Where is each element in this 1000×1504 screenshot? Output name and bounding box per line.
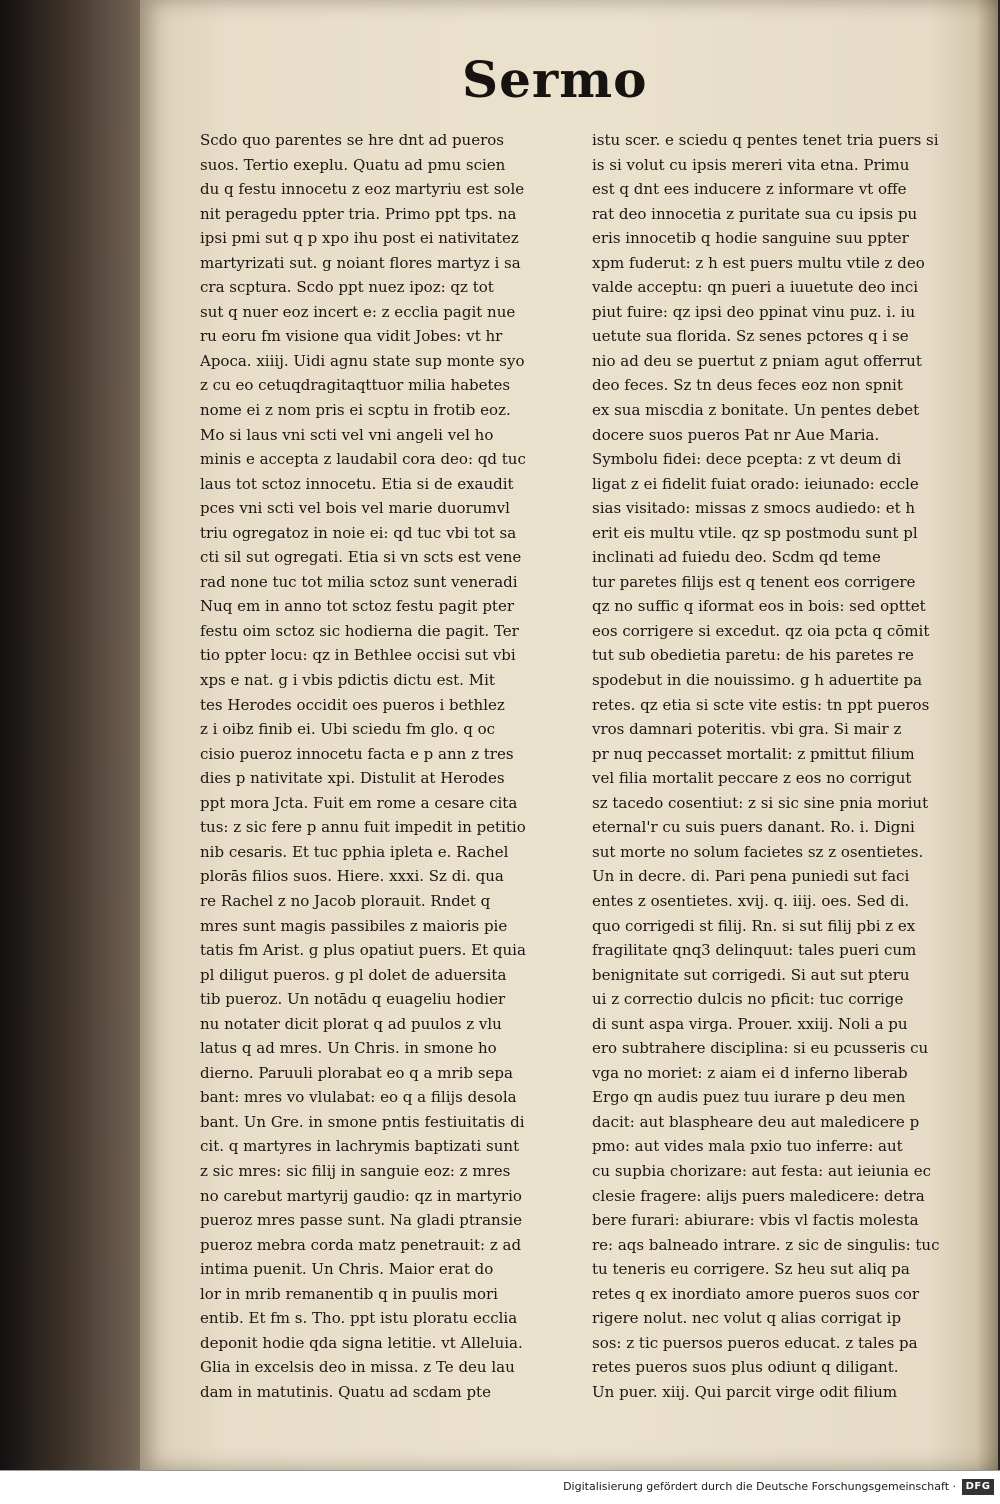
text-line: clesie fragere: alijs puers maledicere: detra [592, 1186, 925, 1205]
text-line: minis e accepta z laudabil cora deo: qd tuc [200, 450, 526, 469]
text-line: Apoca. xiiij. Uidi agnu state sup monte syo [200, 351, 525, 370]
left-text-column [200, 128, 575, 1404]
text-line: pr nuq peccasset mortalit: z pmittut filium [592, 744, 915, 763]
text-line: docere suos pueros Pat nr Aue Maria. [592, 425, 880, 444]
text-line: ppt mora Jcta. Fuit em rome a cesare cita [200, 793, 518, 812]
text-line: bant. Un Gre. in smone pntis festiuitatis di [200, 1112, 525, 1131]
text-line: cra scptura. Scdo ppt nuez ipoz: qz tot [200, 278, 494, 297]
text-line: bere furari: abiurare: vbis vl factis molesta [592, 1211, 919, 1230]
text-line: Glia in excelsis deo in missa. z Te deu lau [200, 1358, 515, 1377]
text-line: dam in matutinis. Quatu ad scdam pte [200, 1382, 491, 1401]
text-line: inclinati ad fuiedu deo. Scdm qd teme [592, 548, 881, 567]
text-line: pl diligut pueros. g pl dolet de aduersita [200, 965, 507, 984]
text-line: nit peragedu ppter tria. Primo ppt tps. na [200, 204, 517, 223]
text-line: sos: z tic puersos pueros educat. z tales pa [592, 1333, 918, 1352]
text-line: ipsi pmi sut q p xpo ihu post ei nativitatez [200, 229, 519, 248]
text-line: uetute sua florida. Sz senes pctores q i se [592, 327, 909, 346]
text-line: sias visitado: missas z smocs audiedo: et h [592, 499, 916, 518]
dfg-logo-icon: DFG [962, 1479, 994, 1495]
text-line: piut fuire: qz ipsi deo ppinat vinu puz. i. iu [592, 302, 916, 321]
text-line: retes. qz etia si scte vite estis: tn ppt pueros [592, 695, 930, 714]
text-line: qz no suffic q iformat eos in bois: sed opttet [592, 597, 926, 616]
text-line: is si volut cu ipsis mereri vita etna. Primu [592, 155, 910, 174]
text-line: mres sunt magis passibiles z maioris pie [200, 916, 508, 935]
text-line: Mo si laus vni scti vel vni angeli vel ho [200, 425, 494, 444]
page-edge-shadow [976, 0, 998, 1470]
text-line: no carebut martyrij gaudio: qz in martyrio [200, 1186, 522, 1205]
text-line: rad none tuc tot milia sctoz sunt veneradi [200, 572, 518, 591]
text-line: vga no moriet: z aiam ei d inferno liberab [592, 1063, 908, 1082]
text-line: nib cesaris. Et tuc pphia ipleta e. Rachel [200, 842, 509, 861]
text-line: Un puer. xiij. Qui parcit virge odit filium [592, 1382, 898, 1401]
text-line: deponit hodie qda signa letitie. vt Alleluia. [200, 1333, 523, 1352]
text-line: istu scer. e sciedu q pentes tenet tria puers si [592, 131, 939, 149]
text-line: Scdo quo parentes se hre dnt ad pueros [200, 131, 504, 149]
right-text-column [592, 128, 964, 1404]
footer-bar [0, 1470, 1000, 1504]
text-line: du q festu innocetu z eoz martyriu est sole [200, 180, 525, 199]
text-line: Ergo qn audis puez tuu iurare p deu men [592, 1088, 906, 1107]
text-line: nome ei z nom pris ei scptu in frotib eoz. [200, 401, 511, 420]
text-line: tib pueroz. Un notādu q euageliu hodier [200, 990, 506, 1009]
text-line: rat deo innocetia z puritate sua cu ipsis pu [592, 204, 918, 223]
text-line: tes Herodes occidit oes pueros i bethlez [200, 695, 505, 714]
text-line: pueroz mebra corda matz penetrauit: z ad [200, 1235, 522, 1254]
text-line: lor in mrib remanentib q in puulis mori [200, 1284, 498, 1303]
text-line: ru eoru fm visione qua vidit Jobes: vt hr [200, 327, 503, 346]
text-line: nio ad deu se puertut z pniam agut offerrut [592, 351, 922, 370]
text-line: dierno. Paruuli plorabat eo q a mrib sepa [200, 1063, 513, 1082]
text-line: valde acceptu: qn pueri a iuuetute deo inci [592, 278, 919, 297]
text-line: rigere nolut. nec volut q alias corrigat ip [592, 1309, 902, 1328]
text-line: ui z correctio dulcis no pficit: tuc corrige [592, 990, 904, 1009]
text-line: Un in decre. di. Pari pena puniedi sut faci [592, 867, 910, 886]
text-line: intima puenit. Un Chris. Maior erat do [200, 1260, 494, 1279]
text-line: ligat z ei fidelit fuiat orado: ieiunado: eccle [592, 474, 919, 493]
text-line: eternal'r cu suis puers danant. Ro. i. Digni [592, 818, 915, 837]
text-line: tu teneris eu corrigere. Sz heu sut aliq pa [592, 1260, 910, 1279]
text-line: triu ogregatoz in noie ei: qd tuc vbi tot sa [200, 523, 517, 542]
text-line: tus: z sic fere p annu fuit impedit in petitio [200, 818, 526, 837]
text-line: z cu eo cetuqdragitaqttuor milia habetes [200, 376, 511, 395]
text-line: sut morte no solum facietes sz z osentietes. [592, 842, 924, 861]
text-line: tatis fm Arist. g plus opatiut puers. Et quia [200, 941, 526, 960]
funding-credit: Digitalisierung gefördert durch die Deutsche Forschungsgemeinschaft · [563, 1480, 956, 1493]
text-line: re: aqs balneado intrare. z sic de singulis: tuc [592, 1235, 940, 1254]
text-line: entes z osentietes. xvij. q. iiij. oes. Sed di. [592, 891, 910, 910]
text-line: retes q ex inordiato amore pueros suos cor [592, 1284, 919, 1303]
text-line: latus q ad mres. Un Chris. in smone ho [200, 1039, 497, 1058]
text-line: cti sil sut ogregati. Etia si vn scts est vene [200, 548, 522, 567]
page-heading: Sermo [462, 50, 648, 109]
text-line: festu oim sctoz sic hodierna die pagit. Ter [200, 621, 519, 640]
text-line: laus tot sctoz innocetu. Etia si de exaudit [200, 474, 514, 493]
text-line: vros damnari poteritis. vbi gra. Si mair z [592, 720, 902, 739]
text-line: xps e nat. g i vbis pdictis dictu est. Mit [200, 671, 495, 690]
text-line: deo feces. Sz tn deus feces eoz non spnit [592, 376, 903, 395]
text-line: Nuq em in anno tot sctoz festu pagit pter [200, 597, 514, 616]
text-line: cisio pueroz innocetu facta e p ann z tres [200, 744, 514, 763]
text-line: pmo: aut vides mala pxio tuo inferre: aut [592, 1137, 903, 1156]
text-line: quo corrigedi st filij. Rn. si sut filij pbi z ex [592, 916, 916, 935]
text-line: tur paretes filijs est q tenent eos corrigere [592, 572, 916, 591]
text-line: entib. Et fm s. Tho. ppt istu ploratu ecclia [200, 1309, 518, 1328]
text-line: tut sub obedietia paretu: de his paretes re [592, 646, 914, 665]
text-line: Symbolu fidei: dece pcepta: z vt deum di [592, 450, 902, 469]
text-line: vel filia mortalit peccare z eos no corrigut [592, 769, 912, 788]
text-line: cu supbia chorizare: aut festa: aut ieiunia ec [592, 1161, 931, 1180]
text-line: pces vni scti vel bois vel marie duorumvl [200, 499, 510, 518]
text-line: di sunt aspa virga. Prouer. xxiij. Noli a pu [592, 1014, 908, 1033]
text-line: martyrizati sut. g noiant flores martyz i sa [200, 253, 521, 272]
text-line: eris innocetib q hodie sanguine suu ppter [592, 229, 909, 248]
text-line: sz tacedo cosentiut: z si sic sine pnia moriut [592, 793, 929, 812]
text-line: est q dnt ees inducere z informare vt offe [592, 180, 907, 199]
text-line: ex sua miscdia z bonitate. Un pentes debet [592, 401, 920, 420]
text-line: tio ppter locu: qz in Bethlee occisi sut vbi [200, 646, 516, 665]
text-line: plorās filios suos. Hiere. xxxi. Sz di. qua [200, 867, 504, 886]
text-line: z i oibz finib ei. Ubi sciedu fm glo. q oc [200, 720, 496, 739]
text-line: dies p nativitate xpi. Distulit at Herodes [200, 769, 505, 788]
text-line: cit. q martyres in lachrymis baptizati sunt [200, 1137, 520, 1156]
text-line: retes pueros suos plus odiunt q diligant. [592, 1358, 899, 1377]
text-line: ero subtrahere disciplina: si eu pcusseris cu [592, 1039, 929, 1058]
text-line: z sic mres: sic filij in sanguie eoz: z mres [200, 1161, 511, 1180]
text-line: suos. Tertio exeplu. Quatu ad pmu scien [200, 155, 506, 174]
text-line: eos corrigere si excedut. qz oia pcta q cōmit [592, 621, 930, 640]
text-line: dacit: aut blaspheare deu aut maledicere p [592, 1112, 920, 1131]
text-line: benignitate sut corrigedi. Si aut sut pteru [592, 965, 910, 984]
text-line: xpm fuderut: z h est puers multu vtile z deo [592, 253, 925, 272]
text-line: re Rachel z no Jacob plorauit. Rndet q [200, 891, 491, 910]
text-line: bant: mres vo vlulabat: eo q a filijs desola [200, 1088, 517, 1107]
text-line: pueroz mres passe sunt. Na gladi ptransie [200, 1211, 523, 1230]
text-line: spodebut in die nouissimo. g h aduertite pa [592, 671, 923, 690]
text-line: sut q nuer eoz incert e: z ecclia pagit nue [200, 302, 516, 321]
text-line: erit eis multu vtile. qz sp postmodu sunt pl [592, 523, 918, 542]
text-line: fragilitate qnq3 delinquut: tales pueri cum [592, 941, 917, 960]
text-line: nu notater dicit plorat q ad puulos z vlu [200, 1014, 502, 1033]
